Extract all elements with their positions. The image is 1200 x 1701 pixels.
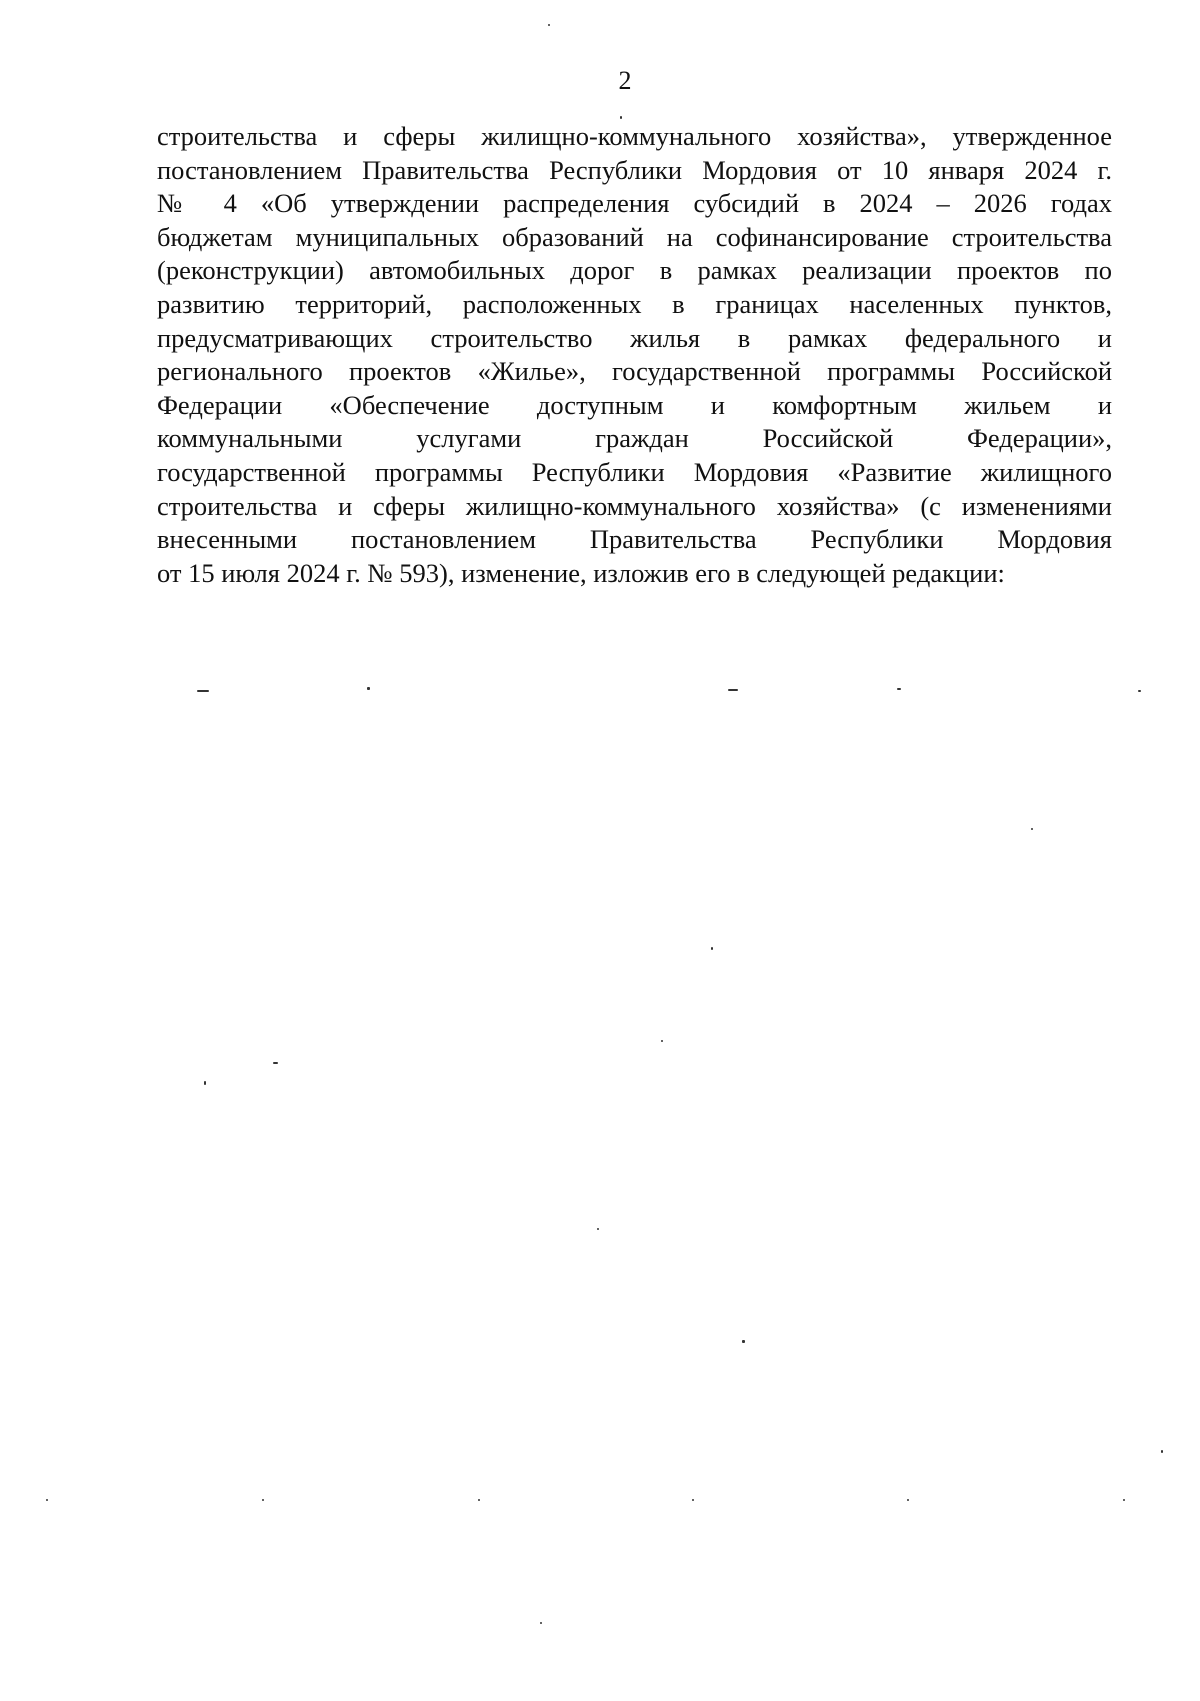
scan-speck — [620, 116, 622, 119]
scan-speck — [478, 1499, 480, 1501]
paragraph-line: развитию территорий, расположенных в границах населенных пунктов, — [157, 288, 1112, 319]
paragraph-line: № 4 «Об утверждении распределения субсидий в 2024 – 2026 годах — [157, 188, 1112, 219]
paragraph-line: (реконструкции) автомобильных дорог в рамках реализации проектов по — [157, 255, 1112, 286]
scan-speck — [367, 687, 370, 690]
scan-speck — [197, 690, 209, 692]
paragraph-line: бюджетам муниципальных образований на софинансирование строительства — [157, 221, 1112, 252]
scan-speck — [273, 1062, 278, 1064]
scan-speck — [1123, 1499, 1125, 1501]
scan-speck — [742, 1340, 745, 1343]
scan-speck — [540, 1622, 542, 1624]
scan-speck — [1031, 828, 1033, 830]
paragraph-line: строительства и сферы жилищно-коммунального хозяйства», утвержденное — [157, 121, 1112, 151]
scan-speck — [661, 1040, 663, 1042]
scan-speck — [1161, 1450, 1163, 1453]
scan-speck — [262, 1499, 264, 1501]
paragraph-line: предусматривающих строительство жилья в рамках федерального и — [157, 322, 1112, 353]
paragraph-line: регионального проектов «Жилье», государственной программы Российской — [157, 356, 1112, 387]
scan-speck — [597, 1228, 599, 1230]
scan-speck — [907, 1499, 909, 1501]
paragraph-line: от 15 июля 2024 г. № 593), изменение, изложив его в следующей редакции: — [157, 557, 1005, 588]
paragraph-line: коммунальными услугами граждан Российской Федерации», — [157, 423, 1112, 454]
paragraph-line: государственной программы Республики Мордовия «Развитие жилищного — [157, 456, 1112, 487]
page-number: 2 — [618, 66, 632, 95]
paragraph-line: внесенными постановлением Правительства Республики Мордовия — [157, 524, 1112, 555]
scan-speck — [728, 689, 738, 691]
scan-speck — [711, 947, 713, 950]
body-paragraph — [157, 120, 1112, 590]
scan-speck — [1138, 690, 1141, 692]
paragraph-line: Федерации «Обеспечение доступным и комфортным жильем и — [157, 389, 1112, 420]
paragraph-line: постановлением Правительства Республики Мордовия от 10 января 2024 г. — [157, 154, 1112, 185]
scan-speck — [46, 1499, 48, 1501]
scan-speck — [897, 688, 901, 690]
paragraph-line: строительства и сферы жилищно-коммунального хозяйства» (с изменениями — [157, 490, 1112, 521]
scan-speck — [204, 1081, 206, 1085]
scan-speck — [692, 1499, 694, 1501]
scan-speck — [548, 24, 550, 26]
